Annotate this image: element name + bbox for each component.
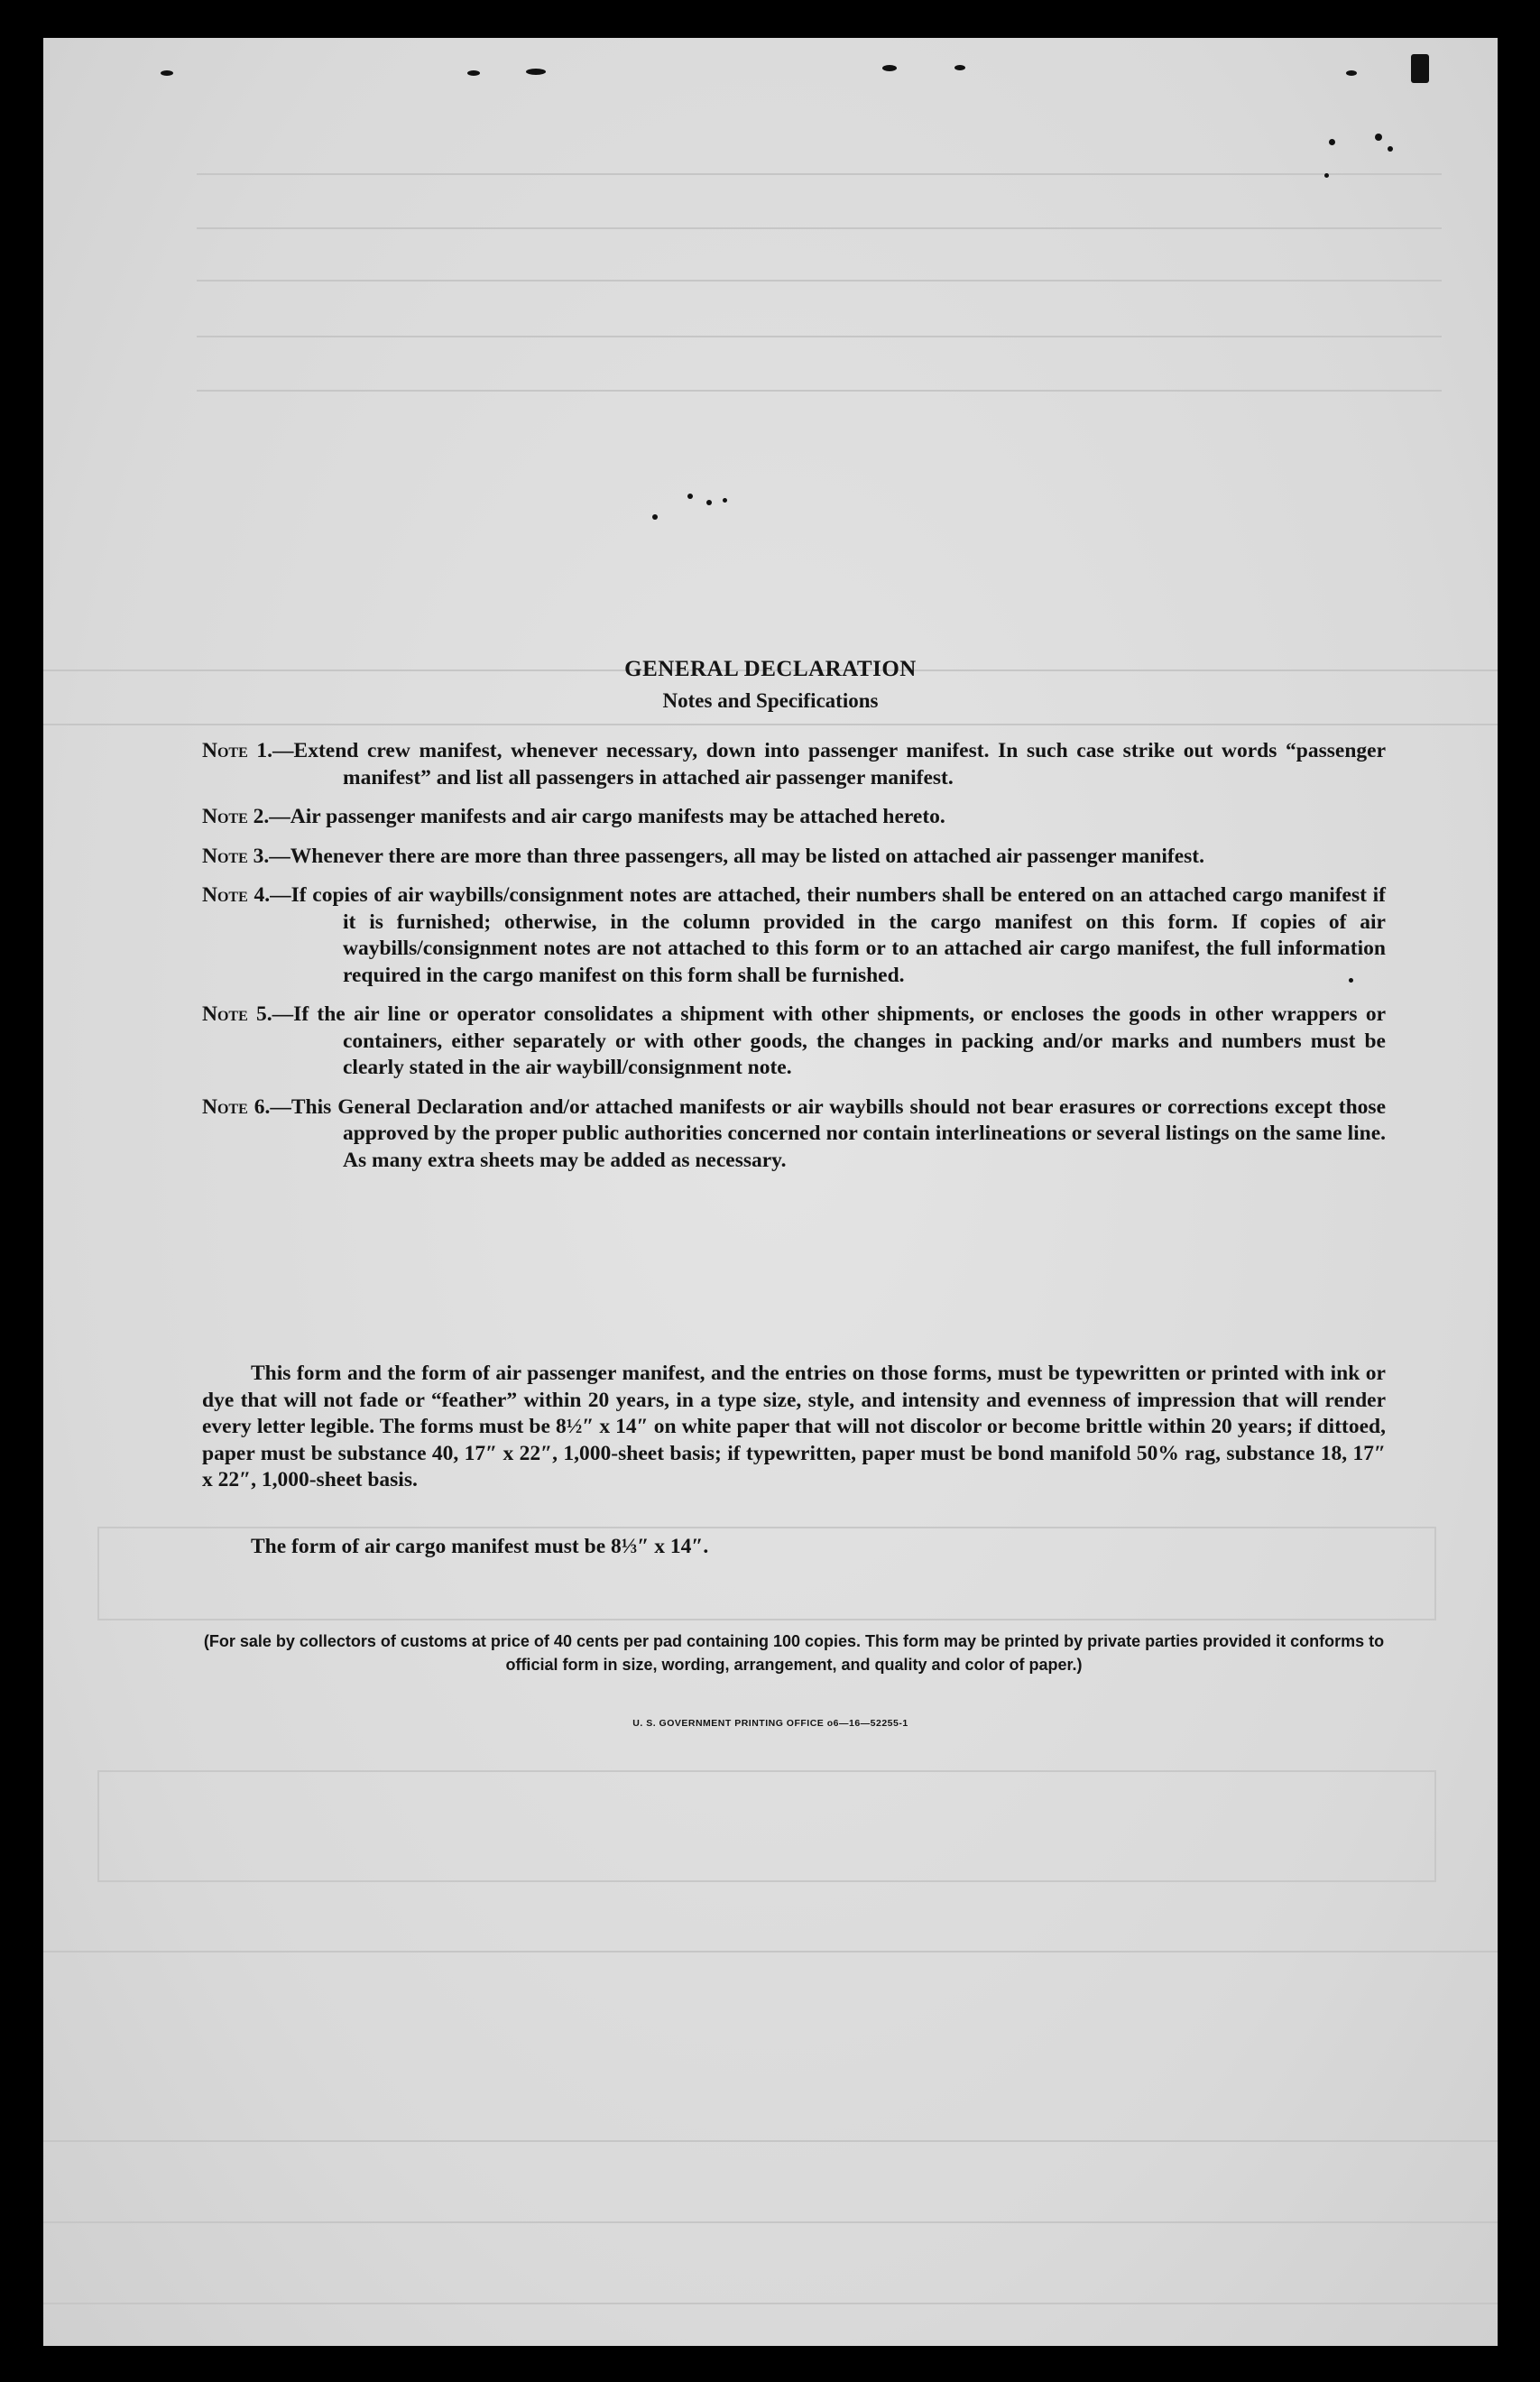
note-6-label: Note 6. <box>202 1094 271 1119</box>
document-page <box>43 38 1498 2346</box>
specification-paragraph: This form and the form of air passenger manifest, and the entries on those forms, must be typewritten or printed with ink or dye that will not fade or “feather” within 20 years, in a type size, style, and intensity and evenness of impression that will render every letter legible. The forms must be 8½″ x 14″ on white paper that will not discolor or become brittle within 20 years; if dittoed, paper must be substance 40, 17″ x 22″, 1,000-sheet basis; if typewritten, paper must be bond manifold 50% rag, substance 18, 17″ x 22″, 1,000-sheet basis. <box>202 1362 1386 1491</box>
note-2-label: Note 2. <box>202 805 270 828</box>
printer-line: U. S. GOVERNMENT PRINTING OFFICE o6—16—52255-1 <box>632 1718 908 1729</box>
document-title: GENERAL DECLARATION <box>624 657 917 681</box>
notes-list <box>202 738 1386 1174</box>
note-5-label: Note 5. <box>202 1002 272 1026</box>
note-3-label: Note 3. <box>202 844 270 868</box>
note-4 <box>202 882 1386 989</box>
note-3 <box>202 844 1386 871</box>
note-4-label: Note 4. <box>202 883 271 907</box>
document-content <box>43 38 1498 2346</box>
note-4-text: —If copies of air waybills/consignment notes are attached, their numbers shall be entered on an attached cargo manifest if it is furnished; otherwise, in the column provided in the cargo manifest on this form. If copies of air waybills/consignment notes are not attached to this form or to an attached air cargo manifest, the full information required in the cargo manifest on this form shall be furnished. <box>270 883 1386 987</box>
note-2-text: —Air passenger manifests and air cargo manifests may be attached hereto. <box>269 805 945 828</box>
note-1 <box>202 738 1386 791</box>
note-3-text: —Whenever there are more than three passengers, all may be listed on attached air passenger manifest. <box>269 844 1204 868</box>
document-subtitle: Notes and Specifications <box>662 689 879 712</box>
note-5 <box>202 1002 1386 1082</box>
note-2 <box>202 804 1386 831</box>
note-5-text: —If the air line or operator consolidates a shipment with other shipments, or encloses the goods in other wrappers or containers, either separately or with other goods, the changes in packing and/or marks and numbers must be clearly stated in the air waybill/consignment note. <box>272 1002 1386 1079</box>
note-6-text: —This General Declaration and/or attached manifests or air waybills should not bear erasures or corrections except those approved by the proper public authorities concerned nor contain interlineations or several listings on the same line. As many extra sheets may be added as necessary. <box>270 1094 1387 1172</box>
sale-notice: (For sale by collectors of customs at price of 40 cents per pad containing 100 copies. This form may be printed by private parties provided it conforms to official form in size, wording, arrangement, and quality and color of paper.) <box>203 1632 1385 1674</box>
note-6 <box>202 1094 1386 1175</box>
note-1-label: Note 1. <box>202 739 273 762</box>
cargo-form-size-note: The form of air cargo manifest must be 8⅓″ x 14″. <box>251 1535 709 1558</box>
note-1-text: —Extend crew manifest, whenever necessary, down into passenger manifest. In such case strike out words “passenger manifest” and list all passengers in attached air passenger manifest. <box>272 739 1386 789</box>
